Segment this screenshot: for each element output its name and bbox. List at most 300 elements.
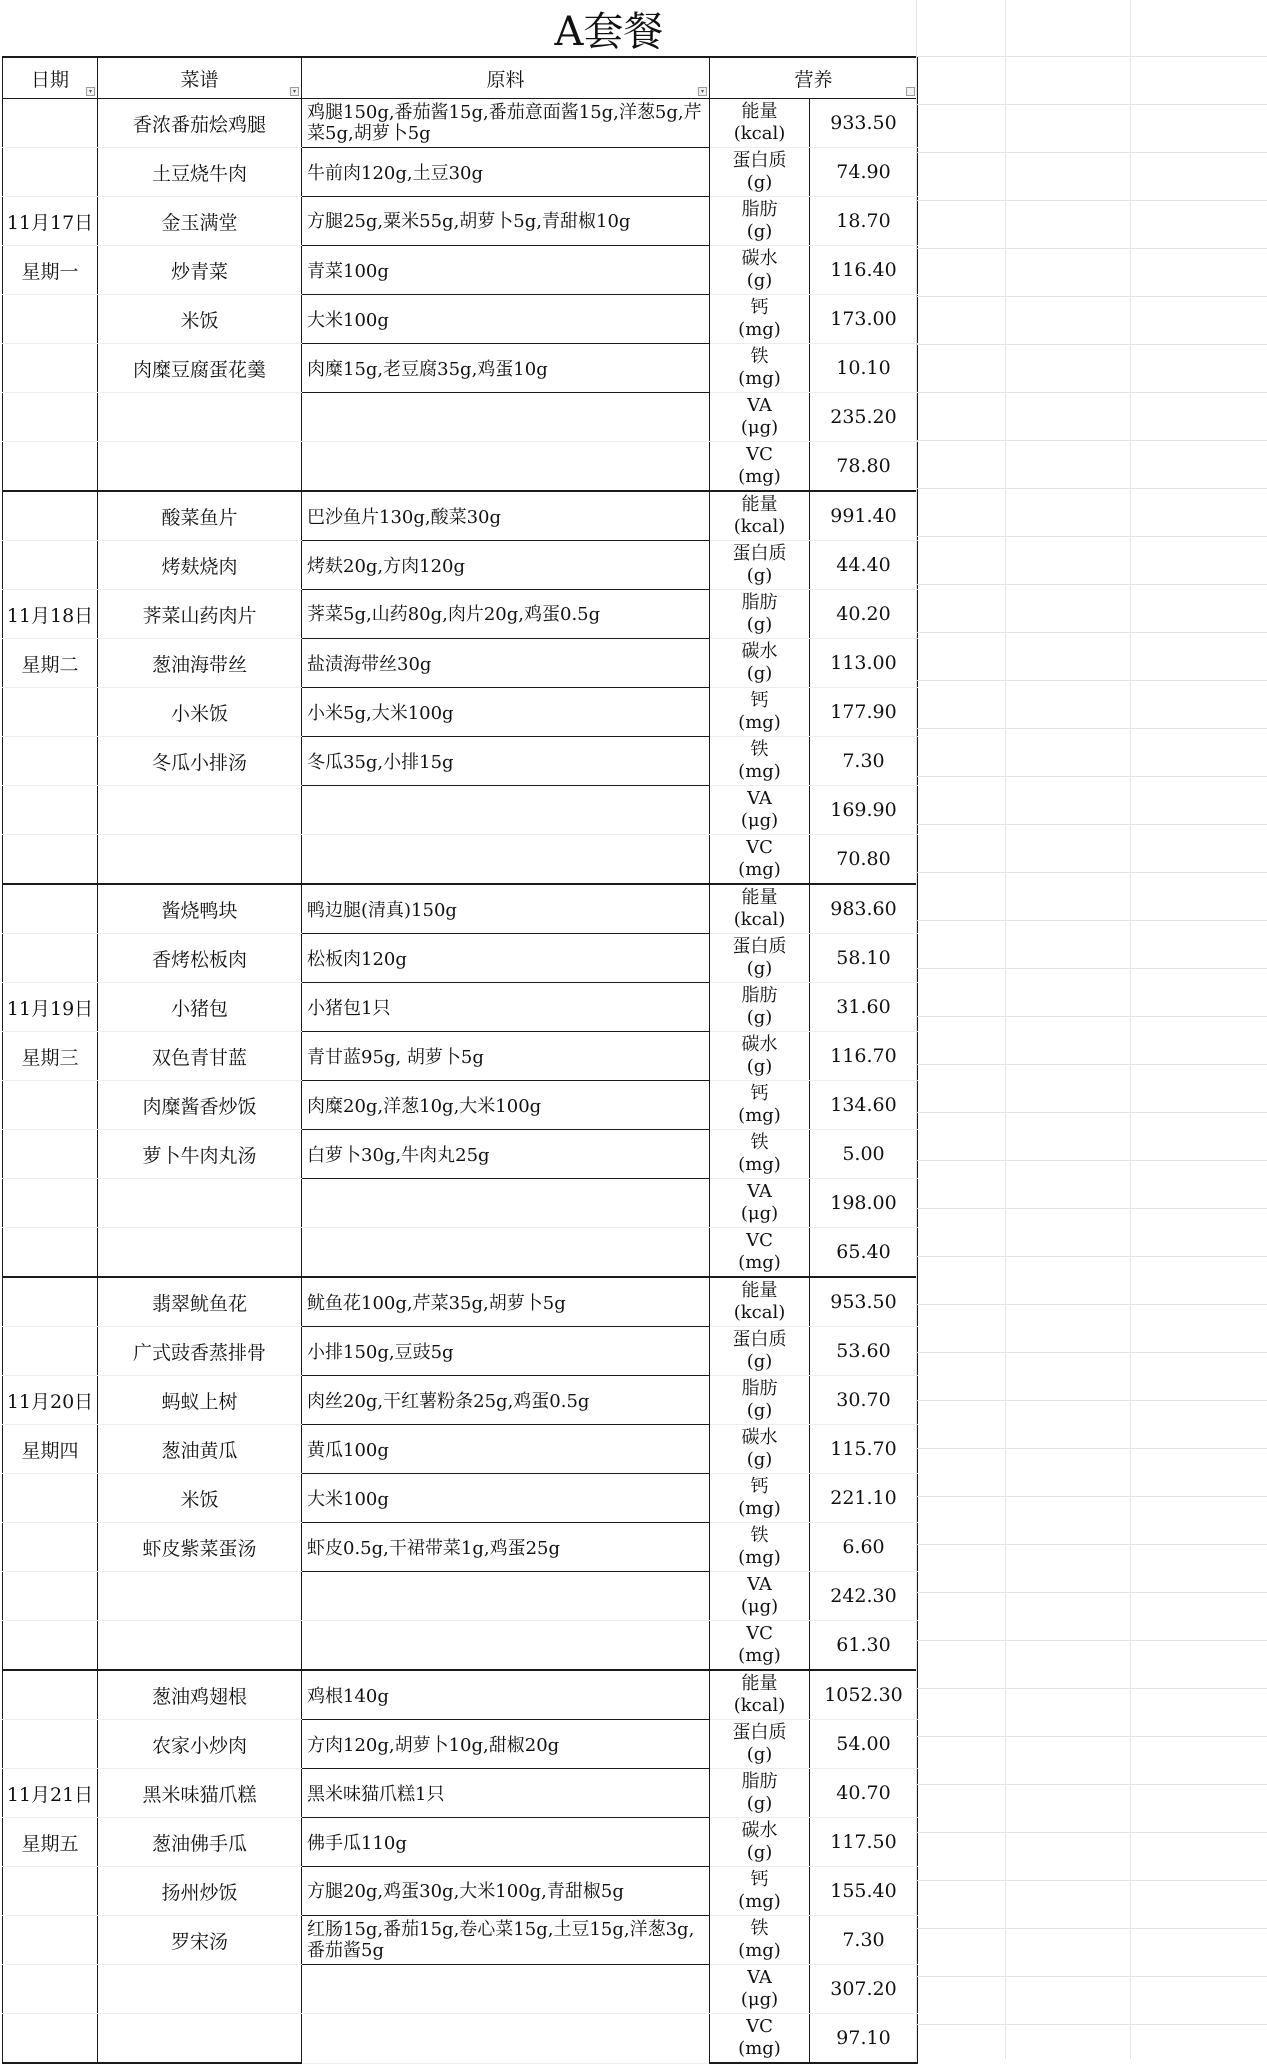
nutrient-value-cell[interactable]: 58.10 [810, 934, 918, 983]
ingredients-cell[interactable] [302, 786, 710, 835]
grid-line [916, 728, 1267, 729]
nutrient-label-cell[interactable] [710, 1032, 810, 1081]
grid-line [916, 1640, 1267, 1641]
nutrient-value-cell[interactable]: 70.80 [810, 835, 918, 885]
nutrient-label-cell[interactable] [710, 1916, 810, 1965]
nutrient-value-cell[interactable]: 221.10 [810, 1474, 918, 1523]
date-cell[interactable]: 11月21日 [3, 1769, 98, 1818]
ingredients-cell[interactable] [302, 1179, 710, 1228]
dish-cell[interactable]: 农家小炒肉 [98, 1720, 302, 1769]
date-cell[interactable] [3, 1670, 98, 1720]
nutrient-unit: (g) [746, 958, 773, 979]
dish-cell[interactable] [98, 786, 302, 835]
date-cell[interactable]: 星期三 [3, 1032, 98, 1081]
grid-line [916, 1592, 1267, 1593]
date-cell[interactable]: 星期四 [3, 1425, 98, 1474]
date-cell[interactable] [3, 1130, 98, 1179]
nutrient-label-cell[interactable] [710, 1818, 810, 1867]
filter-dropdown-icon[interactable]: ▾ [698, 87, 707, 96]
date-cell[interactable] [3, 295, 98, 344]
nutrient-label-cell[interactable] [710, 1277, 810, 1327]
nutrient-unit: (kcal) [733, 516, 786, 537]
dish-cell[interactable]: 葱油鸡翅根 [98, 1670, 302, 1720]
nutrient-value-cell[interactable]: 10.10 [810, 344, 918, 393]
nutrient-label-cell[interactable] [710, 197, 810, 246]
dish-cell[interactable] [98, 442, 302, 492]
nutrient-label-cell[interactable] [710, 1769, 810, 1818]
nutrient-name: 能量 [741, 887, 778, 908]
nutrient-label-cell[interactable] [710, 99, 810, 148]
nutrient-value-cell[interactable]: 113.00 [810, 639, 918, 688]
dish-cell[interactable]: 扬州炒饭 [98, 1867, 302, 1916]
table-row [3, 1720, 918, 1769]
ingredients-cell[interactable] [302, 1965, 710, 2014]
date-cell[interactable] [3, 1327, 98, 1376]
nutrient-unit: (mg) [738, 761, 781, 782]
grid-line [916, 776, 1267, 777]
date-cell[interactable]: 星期二 [3, 639, 98, 688]
menu-title: A套餐 [554, 8, 664, 55]
nutrient-label-cell[interactable] [710, 884, 810, 934]
nutrient-label-cell[interactable] [710, 1621, 810, 1671]
nutrient-value-cell[interactable]: 5.00 [810, 1130, 918, 1179]
nutrient-name: VC [746, 1623, 773, 1644]
nutrient-value-cell[interactable]: 30.70 [810, 1376, 918, 1425]
date-cell[interactable] [3, 1916, 98, 1965]
nutrient-value-cell[interactable]: 169.90 [810, 786, 918, 835]
grid-line [916, 1208, 1267, 1209]
nutrient-label-cell[interactable] [710, 491, 810, 541]
date-cell[interactable] [3, 1523, 98, 1572]
nutrient-name: 铁 [750, 1918, 769, 1939]
nutrient-label-cell[interactable] [710, 442, 810, 492]
nutrient-value-cell[interactable]: 933.50 [810, 99, 918, 148]
table-row [3, 1769, 918, 1818]
grid-line [916, 1256, 1267, 1257]
ingredients-cell[interactable]: 黄瓜100g [302, 1425, 710, 1474]
nutrient-label-cell[interactable] [710, 2014, 810, 2064]
dish-cell[interactable]: 萝卜牛肉丸汤 [98, 1130, 302, 1179]
nutrient-name: VC [746, 837, 773, 858]
nutrient-name: 能量 [741, 1280, 778, 1301]
nutrient-unit: (μg) [740, 1989, 779, 2010]
dish-cell[interactable]: 翡翠鱿鱼花 [98, 1277, 302, 1327]
grid-line [1005, 0, 1006, 2059]
dish-cell[interactable]: 葱油黄瓜 [98, 1425, 302, 1474]
nutrient-label-cell[interactable] [710, 1867, 810, 1916]
dish-cell[interactable] [98, 1572, 302, 1621]
table-row [3, 491, 918, 541]
date-cell[interactable] [3, 1277, 98, 1327]
ingredients-cell[interactable]: 鸭边腿(清真)150g [302, 884, 710, 934]
date-cell[interactable]: 星期一 [3, 246, 98, 295]
dish-cell[interactable]: 香烤松板肉 [98, 934, 302, 983]
date-cell[interactable] [3, 344, 98, 393]
nutrient-value-cell[interactable]: 7.30 [810, 737, 918, 786]
dish-cell[interactable]: 金玉满堂 [98, 197, 302, 246]
nutrient-unit: (kcal) [733, 1695, 786, 1716]
date-cell[interactable] [3, 1228, 98, 1278]
nutrient-value-cell[interactable]: 307.20 [810, 1965, 918, 2014]
dish-cell[interactable]: 肉糜豆腐蛋花羹 [98, 344, 302, 393]
nutrient-label-cell[interactable] [710, 1965, 810, 2014]
nutrient-unit: (mg) [738, 1154, 781, 1175]
date-cell[interactable] [3, 737, 98, 786]
nutrient-label-cell[interactable] [710, 983, 810, 1032]
nutrient-value-cell[interactable]: 242.30 [810, 1572, 918, 1621]
grid-line [916, 920, 1267, 921]
dish-cell[interactable]: 香浓番茄烩鸡腿 [98, 99, 302, 148]
ingredients-cell[interactable]: 红肠15g,番茄15g,卷心菜15g,土豆15g,洋葱3g,番茄酱5g [302, 1916, 710, 1965]
nutrient-label-cell[interactable] [710, 1179, 810, 1228]
nutrient-name: 脂肪 [741, 1771, 778, 1792]
table-row [3, 1916, 918, 1965]
nutrient-name: VA [747, 395, 772, 416]
dish-cell[interactable]: 小米饭 [98, 688, 302, 737]
date-cell[interactable] [3, 99, 98, 148]
nutrient-unit: (g) [746, 172, 773, 193]
date-cell[interactable] [3, 1179, 98, 1228]
ingredients-cell[interactable] [302, 442, 710, 492]
grid-line [916, 1448, 1267, 1449]
table-row [3, 1081, 918, 1130]
date-cell[interactable] [3, 393, 98, 442]
nutrient-name: 碳水 [741, 641, 778, 662]
date-cell[interactable] [3, 491, 98, 541]
ingredients-cell[interactable] [302, 1572, 710, 1621]
nutrient-label-cell[interactable] [710, 541, 810, 590]
table-row [3, 884, 918, 934]
date-cell[interactable]: 11月19日 [3, 983, 98, 1032]
grid-line [916, 200, 1267, 201]
ingredients-cell[interactable] [302, 835, 710, 885]
ingredients-cell[interactable]: 小排150g,豆豉5g [302, 1327, 710, 1376]
nutrient-label-cell[interactable] [710, 295, 810, 344]
grid-line [916, 1352, 1267, 1353]
dish-cell[interactable] [98, 393, 302, 442]
nutrient-label-cell[interactable] [710, 148, 810, 197]
table-row [3, 1572, 918, 1621]
date-cell[interactable] [3, 541, 98, 590]
nutrient-value-cell[interactable]: 7.30 [810, 1916, 918, 1965]
nutrient-unit: (g) [746, 270, 773, 291]
nutrient-name: 钙 [750, 297, 769, 318]
nutrient-unit: (g) [746, 663, 773, 684]
nutrient-label-cell[interactable] [710, 1327, 810, 1376]
date-cell[interactable]: 11月18日 [3, 590, 98, 639]
nutrient-unit: (μg) [740, 1203, 779, 1224]
nutrient-value-cell[interactable]: 74.90 [810, 148, 918, 197]
date-cell[interactable] [3, 1081, 98, 1130]
dish-cell[interactable]: 米饭 [98, 295, 302, 344]
nutrient-unit: (mg) [738, 1645, 781, 1666]
nutrient-unit: (g) [746, 565, 773, 586]
nutrient-label-cell[interactable] [710, 1425, 810, 1474]
nutrient-value-cell[interactable]: 983.60 [810, 884, 918, 934]
date-cell[interactable] [3, 1474, 98, 1523]
nutrient-name: 能量 [741, 1673, 778, 1694]
table-row [3, 934, 918, 983]
nutrient-label-cell[interactable] [710, 1720, 810, 1769]
nutrient-name: 蛋白质 [732, 1722, 787, 1743]
ingredients-cell[interactable]: 方腿25g,粟米55g,胡萝卜5g,青甜椒10g [302, 197, 710, 246]
grid-line [916, 344, 1267, 345]
nutrient-name: 铁 [750, 346, 769, 367]
nutrient-unit: (mg) [738, 1498, 781, 1519]
nutrient-name: VC [746, 1230, 773, 1251]
date-cell[interactable] [3, 688, 98, 737]
date-cell[interactable] [3, 148, 98, 197]
dish-cell[interactable]: 罗宋汤 [98, 1916, 302, 1965]
nutrient-name: 脂肪 [741, 592, 778, 613]
filter-dropdown-icon[interactable] [906, 87, 915, 96]
dish-cell[interactable]: 黑米味猫爪糕 [98, 1769, 302, 1818]
dish-cell[interactable]: 肉糜酱香炒饭 [98, 1081, 302, 1130]
ingredients-cell[interactable]: 佛手瓜110g [302, 1818, 710, 1867]
ingredients-cell[interactable]: 烤麸20g,方肉120g [302, 541, 710, 590]
nutrient-value-cell[interactable]: 1052.30 [810, 1670, 918, 1720]
nutrient-label-cell[interactable] [710, 639, 810, 688]
grid-line [916, 152, 1267, 153]
grid-line [916, 1496, 1267, 1497]
nutrient-value-cell[interactable]: 117.50 [810, 1818, 918, 1867]
nutrient-unit: (mg) [738, 1252, 781, 1273]
nutrient-value-cell[interactable]: 991.40 [810, 491, 918, 541]
dish-cell[interactable] [98, 1179, 302, 1228]
nutrient-value-cell[interactable]: 198.00 [810, 1179, 918, 1228]
table-row [3, 1670, 918, 1720]
dish-cell[interactable]: 冬瓜小排汤 [98, 737, 302, 786]
date-cell[interactable]: 星期五 [3, 1818, 98, 1867]
nutrient-label-cell[interactable] [710, 1474, 810, 1523]
nutrient-name: 碳水 [741, 1427, 778, 1448]
dish-cell[interactable]: 炒青菜 [98, 246, 302, 295]
ingredients-cell[interactable] [302, 2014, 710, 2064]
nutrient-value-cell[interactable]: 155.40 [810, 1867, 918, 1916]
dish-cell[interactable]: 双色青甘蓝 [98, 1032, 302, 1081]
grid-line [916, 1688, 1267, 1689]
grid-line [916, 872, 1267, 873]
ingredients-cell[interactable]: 大米100g [302, 295, 710, 344]
nutrient-value-cell[interactable]: 18.70 [810, 197, 918, 246]
dish-cell[interactable]: 葱油海带丝 [98, 639, 302, 688]
date-cell[interactable]: 11月20日 [3, 1376, 98, 1425]
grid-line [916, 1736, 1267, 1737]
ingredients-cell[interactable]: 鱿鱼花100g,芹菜35g,胡萝卜5g [302, 1277, 710, 1327]
date-cell[interactable] [3, 1621, 98, 1671]
nutrient-label-cell[interactable] [710, 835, 810, 885]
nutrient-value-cell[interactable]: 177.90 [810, 688, 918, 737]
grid-line [916, 1304, 1267, 1305]
header-row [3, 57, 918, 99]
filter-dropdown-icon[interactable]: ▾ [290, 87, 299, 96]
nutrient-unit: (μg) [740, 1596, 779, 1617]
nutrient-value-cell[interactable]: 97.10 [810, 2014, 918, 2064]
nutrient-value-cell[interactable]: 61.30 [810, 1621, 918, 1671]
dish-cell[interactable] [98, 1621, 302, 1671]
ingredients-cell[interactable]: 肉糜20g,洋葱10g,大米100g [302, 1081, 710, 1130]
nutrient-value-cell[interactable]: 953.50 [810, 1277, 918, 1327]
grid-line [916, 296, 1267, 297]
ingredients-cell[interactable] [302, 393, 710, 442]
nutrient-label-cell[interactable] [710, 344, 810, 393]
ingredients-cell[interactable]: 方肉120g,胡萝卜10g,甜椒20g [302, 1720, 710, 1769]
dish-cell[interactable]: 葱油佛手瓜 [98, 1818, 302, 1867]
nutrient-label-cell[interactable] [710, 934, 810, 983]
nutrient-label-cell[interactable] [710, 1376, 810, 1425]
ingredients-cell[interactable]: 冬瓜35g,小排15g [302, 737, 710, 786]
nutrient-name: 铁 [750, 1132, 769, 1153]
header-nutrition[interactable]: 营养 [710, 57, 918, 99]
ingredients-cell[interactable] [302, 1228, 710, 1278]
nutrient-label-cell[interactable] [710, 1130, 810, 1179]
ingredients-cell[interactable]: 青菜100g [302, 246, 710, 295]
nutrient-unit: (mg) [738, 1105, 781, 1126]
dish-cell[interactable]: 小猪包 [98, 983, 302, 1032]
nutrient-value-cell[interactable]: 134.60 [810, 1081, 918, 1130]
dish-cell[interactable] [98, 2014, 302, 2064]
grid-line [916, 56, 1267, 57]
nutrient-label-cell[interactable] [710, 1081, 810, 1130]
dish-cell[interactable]: 烤麸烧肉 [98, 541, 302, 590]
ingredients-cell[interactable]: 荠菜5g,山药80g,肉片20g,鸡蛋0.5g [302, 590, 710, 639]
nutrient-label-cell[interactable] [710, 393, 810, 442]
ingredients-cell[interactable]: 方腿20g,鸡蛋30g,大米100g,青甜椒5g [302, 1867, 710, 1916]
ingredients-cell[interactable]: 牛前肉120g,土豆30g [302, 148, 710, 197]
nutrient-name: 脂肪 [741, 1378, 778, 1399]
ingredients-cell[interactable]: 虾皮0.5g,干裙带菜1g,鸡蛋25g [302, 1523, 710, 1572]
nutrient-name: VA [747, 1181, 772, 1202]
nutrient-value-cell[interactable]: 78.80 [810, 442, 918, 492]
nutrient-value-cell[interactable]: 44.40 [810, 541, 918, 590]
ingredients-cell[interactable]: 小米5g,大米100g [302, 688, 710, 737]
dish-cell[interactable] [98, 835, 302, 885]
dish-cell[interactable]: 蚂蚁上树 [98, 1376, 302, 1425]
nutrient-value-cell[interactable]: 40.20 [810, 590, 918, 639]
table-row [3, 1327, 918, 1376]
nutrient-name: 能量 [741, 494, 778, 515]
nutrient-name: VC [746, 2016, 773, 2037]
nutrient-label-cell[interactable] [710, 688, 810, 737]
nutrient-value-cell[interactable]: 116.70 [810, 1032, 918, 1081]
date-cell[interactable] [3, 442, 98, 492]
nutrient-name: 碳水 [741, 1034, 778, 1055]
nutrient-unit: (g) [746, 614, 773, 635]
nutrient-value-cell[interactable]: 65.40 [810, 1228, 918, 1278]
nutrient-value-cell[interactable]: 40.70 [810, 1769, 918, 1818]
ingredients-cell[interactable]: 盐渍海带丝30g [302, 639, 710, 688]
nutrient-value-cell[interactable]: 6.60 [810, 1523, 918, 1572]
nutrient-unit: (g) [746, 221, 773, 242]
nutrient-value-cell[interactable]: 31.60 [810, 983, 918, 1032]
dish-cell[interactable]: 荠菜山药肉片 [98, 590, 302, 639]
nutrient-label-cell[interactable] [710, 1572, 810, 1621]
grid-line [916, 1544, 1267, 1545]
grid-line [916, 0, 917, 2059]
nutrient-label-cell[interactable] [710, 1228, 810, 1278]
date-cell[interactable] [3, 1867, 98, 1916]
table-row [3, 1474, 918, 1523]
table-row [3, 639, 918, 688]
date-cell[interactable] [3, 1965, 98, 2014]
date-cell[interactable] [3, 884, 98, 934]
date-cell[interactable] [3, 934, 98, 983]
date-cell[interactable] [3, 1572, 98, 1621]
dish-cell[interactable]: 酸菜鱼片 [98, 491, 302, 541]
header-date[interactable]: 日期 ▾ [3, 57, 98, 99]
grid-line [916, 1784, 1267, 1785]
header-dish[interactable]: 菜谱 ▾ [98, 57, 302, 99]
nutrient-value-cell[interactable]: 54.00 [810, 1720, 918, 1769]
grid-line [916, 1832, 1267, 1833]
table-row [3, 590, 918, 639]
ingredients-cell[interactable]: 肉糜15g,老豆腐35g,鸡蛋10g [302, 344, 710, 393]
date-cell[interactable] [3, 1720, 98, 1769]
ingredients-cell[interactable]: 大米100g [302, 1474, 710, 1523]
ingredients-cell[interactable]: 黑米味猫爪糕1只 [302, 1769, 710, 1818]
date-cell[interactable]: 11月17日 [3, 197, 98, 246]
grid-line [916, 440, 1267, 441]
ingredients-cell[interactable]: 松板肉120g [302, 934, 710, 983]
nutrient-name: 铁 [750, 1525, 769, 1546]
header-ingredients[interactable]: 原料 ▾ [302, 57, 710, 99]
nutrient-value-cell[interactable]: 235.20 [810, 393, 918, 442]
ingredients-cell[interactable]: 小猪包1只 [302, 983, 710, 1032]
ingredients-cell[interactable] [302, 1621, 710, 1671]
ingredients-cell[interactable]: 鸡腿150g,番茄酱15g,番茄意面酱15g,洋葱5g,芹菜5g,胡萝卜5g [302, 99, 710, 148]
table-row [3, 1965, 918, 2014]
date-cell[interactable] [3, 835, 98, 885]
nutrient-label-cell[interactable] [710, 786, 810, 835]
dish-cell[interactable] [98, 1228, 302, 1278]
table-row [3, 1425, 918, 1474]
nutrient-label-cell[interactable] [710, 246, 810, 295]
grid-line [916, 824, 1267, 825]
nutrient-name: 脂肪 [741, 199, 778, 220]
table-row [3, 1621, 918, 1671]
ingredients-cell[interactable]: 白萝卜30g,牛肉丸25g [302, 1130, 710, 1179]
ingredients-cell[interactable]: 青甘蓝95g, 胡萝卜5g [302, 1032, 710, 1081]
dish-cell[interactable]: 酱烧鸭块 [98, 884, 302, 934]
nutrient-unit: (g) [746, 1056, 773, 1077]
grid-line [916, 680, 1267, 681]
nutrient-unit: (mg) [738, 1891, 781, 1912]
ingredients-cell[interactable]: 巴沙鱼片130g,酸菜30g [302, 491, 710, 541]
dish-cell[interactable]: 米饭 [98, 1474, 302, 1523]
ingredients-cell[interactable]: 肉丝20g,干红薯粉条25g,鸡蛋0.5g [302, 1376, 710, 1425]
dish-cell[interactable]: 广式豉香蒸排骨 [98, 1327, 302, 1376]
dish-cell[interactable]: 虾皮紫菜蛋汤 [98, 1523, 302, 1572]
nutrient-value-cell[interactable]: 53.60 [810, 1327, 918, 1376]
nutrient-label-cell[interactable] [710, 590, 810, 639]
nutrient-label-cell[interactable] [710, 1523, 810, 1572]
menu-table [2, 56, 918, 2064]
table-row [3, 197, 918, 246]
nutrient-label-cell[interactable] [710, 737, 810, 786]
filter-dropdown-icon[interactable]: ▾ [86, 87, 95, 96]
nutrient-value-cell[interactable]: 115.70 [810, 1425, 918, 1474]
table-row [3, 393, 918, 442]
nutrient-label-cell[interactable] [710, 1670, 810, 1720]
dish-cell[interactable] [98, 1965, 302, 2014]
nutrient-value-cell[interactable]: 173.00 [810, 295, 918, 344]
ingredients-cell[interactable]: 鸡根140g [302, 1670, 710, 1720]
nutrient-value-cell[interactable]: 116.40 [810, 246, 918, 295]
grid-line [916, 104, 1267, 105]
date-cell[interactable] [3, 786, 98, 835]
dish-cell[interactable]: 土豆烧牛肉 [98, 148, 302, 197]
date-cell[interactable] [3, 2014, 98, 2064]
